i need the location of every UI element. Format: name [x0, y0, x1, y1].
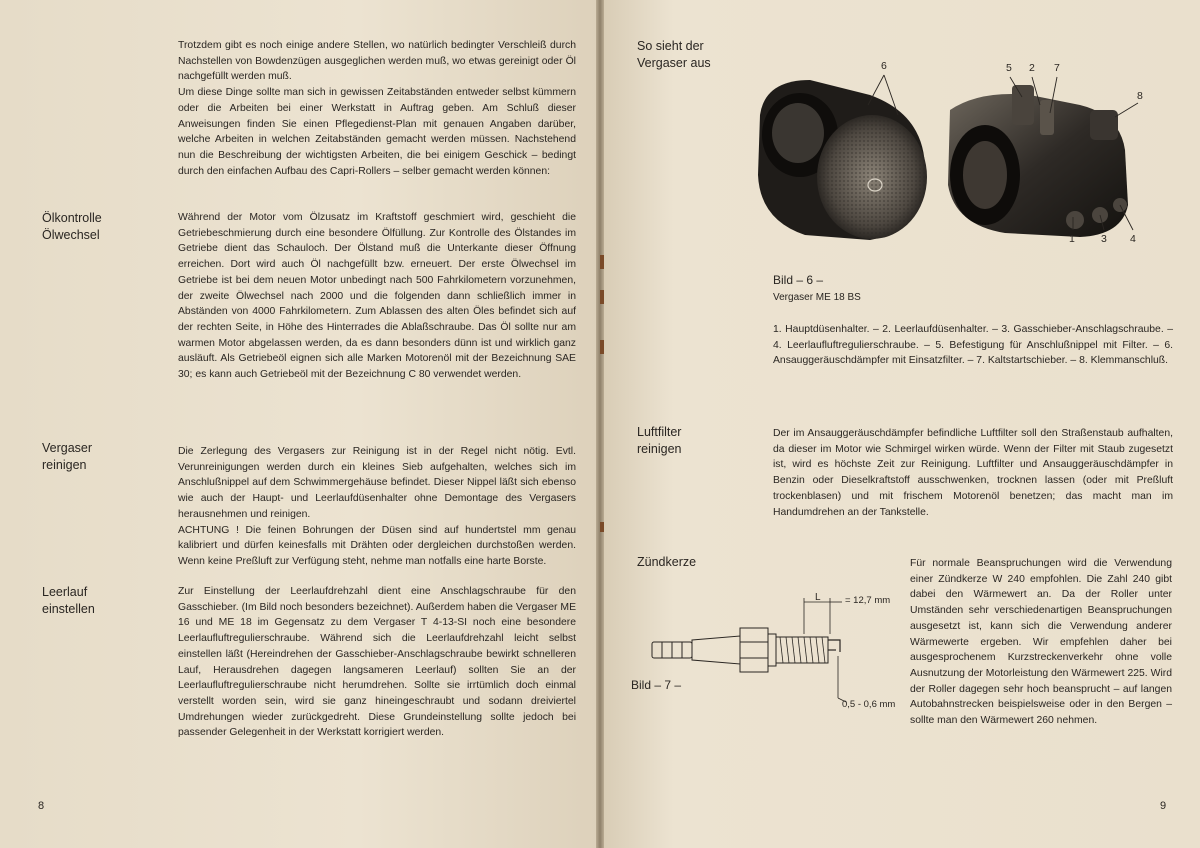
callout-3: 3: [1101, 233, 1107, 245]
figure6-subcaption: Vergaser ME 18 BS: [773, 292, 861, 303]
heading-line: einstellen: [42, 602, 95, 616]
intro-text: [178, 38, 576, 179]
carb-fitting: [1090, 110, 1118, 140]
heading-luftfilter-reinigen: [637, 424, 681, 458]
page-number-right: 9: [1160, 800, 1167, 812]
callout-1: 1: [1069, 233, 1075, 245]
binding-mark: [600, 522, 604, 532]
dimension-gap-label: 0,5 - 0,6 mm: [842, 699, 896, 710]
vergaser-paragraph: Die Zerlegung des Vergasers zur Reinigung ist in der Regel nicht nötig. Evtl. Verunreinigungen werden durch ein kleines Sieb aufgehalten, welches sich im Anschlußnippel auf dem Schwimmergehäuse befindet. Dieser Nippel läßt sich ebenso wie auch der Haupt- und Leerlaufdüsenhalter ohne Demontage des Vergasers herausnehmen und reinigen.: [178, 446, 576, 520]
figure6-legend: 1. Hauptdüsenhalter. – 2. Leerlaufdüsenhalter. – 3. Gasschieber-Anschlagschraube. – 4. Leerlaufluftregulierschraube. – 5. Befestigung für Anschlußnippel mit Filter. – 6. Ansauggeräuschdämpfer mit Einsatzfilter. – 7. Kaltstartschieber. – 8. Klemmanschluß.: [773, 324, 1173, 367]
callout-4: 4: [1130, 233, 1136, 245]
heading-line: reinigen: [42, 458, 87, 472]
intro-paragraph: Trotzdem gibt es noch einige andere Stellen, wo natürlich bedingter Verschleiß durch Nachstellen von Bowdenzügen ausgeglichen werden muß, wo etwas gereinigt oder Öl nachgefüllt werden muß.: [178, 40, 576, 83]
plug-washer: [768, 634, 776, 666]
heading-so-sieht-der-vergaser-aus: [637, 38, 711, 72]
plug-insulator: [692, 636, 740, 664]
heading-vergaser-reinigen: [42, 440, 92, 474]
callout-6: 6: [881, 60, 887, 72]
figure7-caption: Bild – 7 –: [631, 678, 682, 692]
achtung-paragraph: ACHTUNG ! Die feinen Bohrungen der Düsen sind auf hundertstel mm genau kalibriert und dürfen keinesfalls mit Drähten oder dergleichen durchstoßen werden. Wenn keine Preßluft zur Verfügung steht, nehme man notfalls eine harte Borste.: [178, 524, 576, 567]
heading-line: reinigen: [637, 442, 682, 456]
binding-mark: [600, 290, 604, 304]
carb-fitting: [1012, 85, 1034, 125]
heading-line: Vergaser: [42, 441, 93, 455]
heading-line: Luftfilter: [637, 425, 682, 439]
zuendkerze-text: Für normale Beanspruchungen wird die Verwendung einer Zündkerze W 240 empfohlen. Die Zahl 240 gibt dabei den Wärmewert an. Da der Roller unter Umständen sehr verschiedenartigen Beanspruchungen ausgesetzt ist, kann sich die Verwendung anderer Wärmewerte ergeben. Wir empfehlen daher bei ausgesprochenem Kurzstreckenverkehr ohne volle Ausnutzung der Motorleistung den Wärmewert 225. Wird der Roller dagegen sehr hoch beansprucht – auf langen Autobahnstrecken beispielsweise oder in den Bergen – sollte man den Wärmewert 260 nehmen.: [910, 558, 1172, 727]
plug-thread-lines: [780, 637, 825, 663]
heading-line: Leerlauf: [42, 585, 88, 599]
carburetor-photo: [750, 55, 1160, 255]
carb-screw: [1066, 211, 1084, 229]
figure6-caption: Bild – 6 –: [773, 273, 824, 287]
vergaser-reinigen-text: [178, 444, 576, 570]
heading-line: So sieht der: [637, 39, 704, 53]
carb-bore-inner: [963, 141, 1007, 209]
callout-8: 8: [1137, 90, 1143, 102]
heading-leerlauf-einstellen: [42, 584, 95, 618]
binding-mark: [600, 255, 604, 269]
plug-hex: [740, 628, 768, 672]
heading-line: Ölwechsel: [42, 228, 100, 242]
luftfilter-text: Der im Ansauggeräuschdämpfer befindliche Luftfilter soll den Straßenstaub aufhalten, da dieser im Motor wie Schmirgel wirken würde. Wenn der Filter mit Staub zugesetzt ist, wird es höchste Zeit zur Reinigung. Luftfilter und Ansauggeräuschdämpfer in Benzin oder Dieselkraftstoff ausschwenken, trocknen lassen (oder mit Preßluft trockenblasen) und mit frischem Motorenöl benetzen; das macht man im Handumdrehen an der Tankstelle.: [773, 428, 1173, 518]
heading-zuendkerze: Zündkerze: [637, 555, 697, 569]
dimension-length-label: = 12,7 mm: [845, 595, 891, 606]
page-number-left: 8: [38, 800, 45, 812]
mesh-dots: [817, 115, 927, 239]
heading-line: Vergaser aus: [637, 56, 711, 70]
dimension-L-label: L: [815, 592, 821, 603]
heading-oelkontrolle: [42, 210, 102, 244]
callout-2: 2: [1029, 62, 1035, 74]
book-gutter: [596, 0, 604, 848]
plug-thread: [776, 637, 828, 663]
plug-electrode: [828, 640, 840, 652]
oelkontrolle-text: Während der Motor vom Ölzusatz im Kraftstoff geschmiert wird, geschieht die Getriebeschmierung durch eine besondere Ölfüllung. Zur Kontrolle des Ölstandes im Getriebe dient das Schauloch. Der Ölstand muß die Unterkante dieser Öffnung erreichen. Dort wird auch Öl nachgefüllt bzw. erneuert. Der erste Ölwechsel im Getriebe ist bei dem neuen Motor unbedingt nach 500 Fahrkilometern vorzunehmen, der zweite Ölwechsel nach 2000 und die folgenden dann schließlich immer in Abständen von 4000 Fahrkilometern. Zum Ablassen des alten Öles befindet sich auf der rechten Seite, in Höhe des Hinterrades die Ablaßschraube. Das Öl sollte nur am warmen Motor abgelassen werden, da es dann besonders dünn ist und wirklich ganz ausläuft. Als Getriebeöl eignen sich alle Marken Motorenöl mit der Bezeichnung SAE 30; es kann auch Getriebeöl mit der Bezeichnung C 80 verwendet werden.: [178, 212, 576, 381]
binding-mark: [600, 340, 604, 354]
callout-7: 7: [1054, 62, 1060, 74]
intake-inner: [772, 103, 824, 163]
callout-5: 5: [1006, 62, 1012, 74]
heading-line: Ölkontrolle: [42, 211, 102, 225]
intro-paragraph: Um diese Dinge sollte man sich in gewissen Zeitabständen entweder selbst kümmern oder die Arbeiten bei einer Werkstatt in Auftrag geben. Am Schluß dieser Anweisungen finden Sie einen Pflegedienst-Plan mit genauen Angaben darüber, welche Arbeiten in welchen Zeitabständen gemacht werden müssen. Nachstehend nun die Beschreibung der wichtigsten Arbeiten, die bei einigem Geschick – bedingt durch den einfachen Aufbau des Capri-Rollers – selber gemacht werden können:: [178, 87, 576, 177]
leerlauf-text: Zur Einstellung der Leerlaufdrehzahl dient eine Anschlagschraube für den Gasschieber. (Im Bild noch besonders bezeichnet). Außerdem haben die Vergaser ME 16 und ME 18 im Gegensatz zu dem Vergaser T 4-13-SI noch eine besondere Leerlaufluftregulierschraube. Während sich die Leerlaufdrehzahl leicht selbst einstellen läßt (Hereindrehen der Gasschieber-Anschlagschraube bewirkt schnelleren Lauf, Herausdrehen dagegen langsameren Leerlauf) sollten Sie an der Leerlaufluftregulierschraube nicht herumdrehen. Sollte sie irrtümlich doch einmal verstellt worden sein, wird sie ganz hineingeschraubt und sodann dreiviertel Umdrehungen wieder zurückgedreht. Diese Grundeinstellung sollte jedoch bei passender Gelegenheit in der Werkstatt korrigiert werden.: [178, 586, 576, 739]
